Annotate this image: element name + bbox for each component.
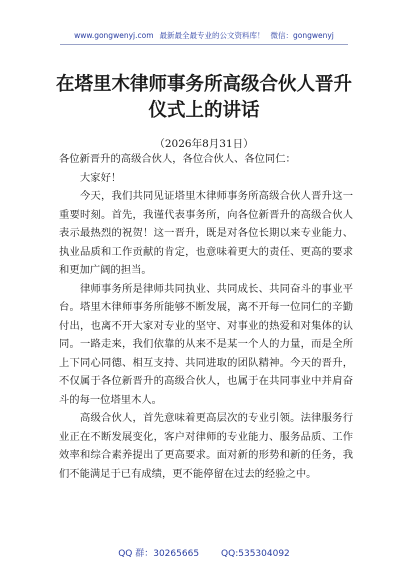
document-date: （2026年8月31日）: [154, 138, 254, 150]
document-title: 在塔里木律师事务所高级合伙人晋升仪式上的讲话: [55, 74, 352, 121]
page-footer: [0, 546, 408, 559]
header-slogan: 最新最全最专业的公文资料库！: [159, 31, 265, 40]
greeting: 大家好！: [80, 171, 122, 184]
salutation: 各位新晋升的高级合伙人，各位合伙人、各位同仁：: [59, 153, 296, 165]
header-site-link[interactable]: www.gongwenyj.com: [74, 31, 154, 40]
paragraph-1: 今天，我们共同见证塔里木律师事务所高级合伙人晋升这一重要时刻。首先，我谨代表事务所，向各位新晋升的高级合伙人表示最热烈的祝贺！这一晋升，既是对各位长期以来专业能力、执业品质和工作贡献的肯定，也意味着更大的责任、更高的要求和更加广阔的担当。: [59, 190, 353, 276]
page-header: [0, 30, 408, 41]
document-body: [59, 150, 353, 483]
header-wechat: 微信：gongwenyj: [270, 31, 334, 40]
footer-qq: QQ:535304092: [221, 549, 290, 559]
paragraph-2: 律师事务所是律师共同执业、共同成长、共同奋斗的事业平台。塔里木律师事务所能够不断发展，离不开每一位同仁的辛勤付出，也离不开大家对专业的坚守、对事业的热爱和对集体的认同。一路走来，我们依靠的从来不是某一个人的力量，而是全所上下同心同德、相互支持、共同进取的团队精神。今天的晋升，不仅属于各位新晋升的高级合伙人，也属于在共同事业中并肩奋斗的每一位塔里木人。: [59, 282, 353, 406]
footer-qq-group: QQ 群：30265665: [118, 549, 200, 559]
paragraph-3: 高级合伙人，首先意味着更高层次的专业引领。法律服务行业正在不断发展变化，客户对律师的专业能力、服务品质、工作效率和综合素养提出了更高要求。面对新的形势和新的任务，我们不能满足于已有成绩，更不能停留在过去的经验之中。: [59, 412, 353, 480]
header-divider: [60, 44, 348, 45]
